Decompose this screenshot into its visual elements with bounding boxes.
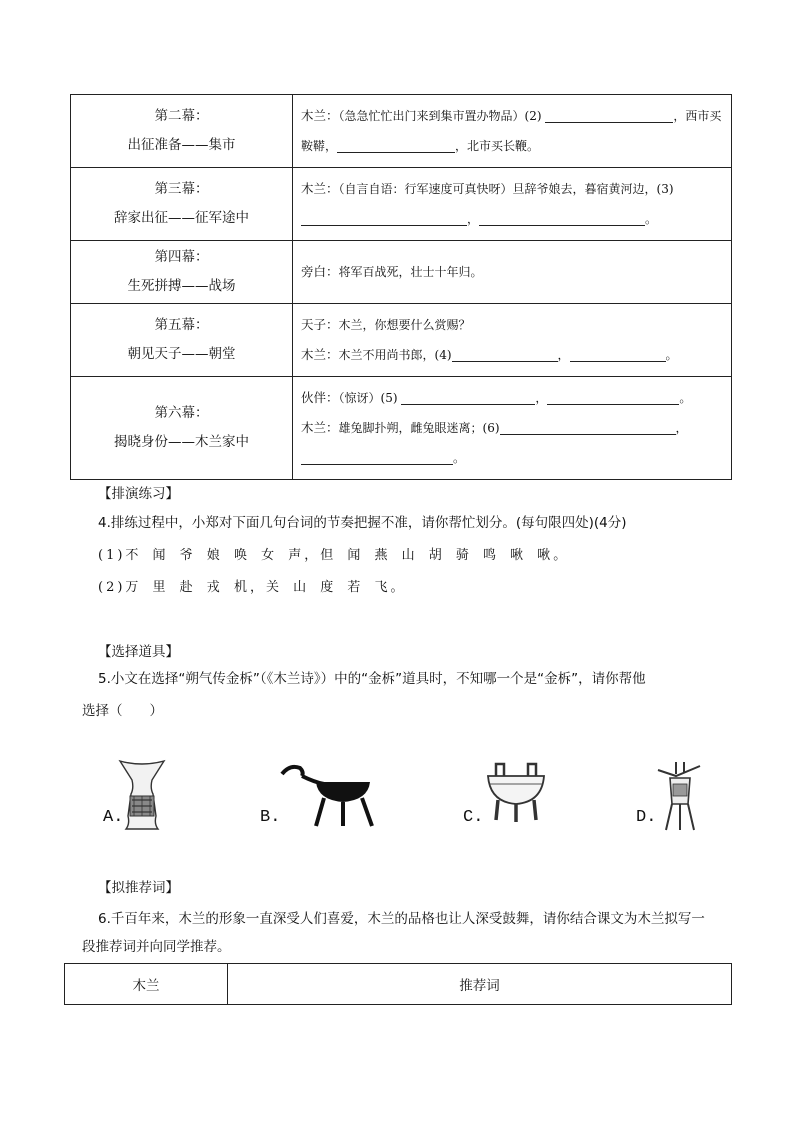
act-label: 第五幕： [154,317,209,333]
act-title: 辞家出征——征军途中 [114,210,249,226]
answer-blank[interactable] [337,138,455,153]
speaker-label: 伙伴： [301,390,339,405]
scene-cell [71,95,293,168]
act-title: 朝见天子——朝堂 [127,346,236,362]
answer-blank[interactable] [452,347,558,362]
script-text: ， [557,348,570,362]
question-4: 4.排练过程中，小郑对下面几句台词的节奏把握不准，请你帮忙划分。(每句限四处)(4分) [98,515,627,531]
answer-blank[interactable] [545,108,673,123]
script-text: （自言自语：行军速度可真快呀）旦辞爷娘去，暮宿黄河边，(3) [338,182,674,196]
scene-table [70,94,732,480]
ding-cauldron-icon[interactable] [484,762,548,826]
scene-cell [71,168,293,241]
section-heading-recommend: 【拟推荐词】 [98,880,179,896]
script-text: 木兰，你想要什么赏赐？ [338,318,471,332]
answer-blank[interactable] [301,211,467,226]
script-text: ， [535,391,548,405]
question-6-line1: 6.千百年来，木兰的形象一直深受人们喜爱，木兰的品格也让人深受鼓舞，请你结合课文为木兰拟写一 [98,911,705,927]
script-text: 。 [679,391,692,405]
answer-blank[interactable] [570,347,666,362]
script-text: 雄兔脚扑朔，雌兔眼迷离；(6) [338,421,500,435]
question-5-line2: 选择（ ） [82,703,163,719]
option-a-label[interactable]: A. [103,808,124,827]
speaker-label: 天子： [301,317,339,332]
script-text: ， [675,421,688,435]
recommendation-table [64,963,732,1005]
poem-line-2: (2)万 里 赴 戎 机，关 山 度 若 飞。 [98,580,407,595]
answer-blank[interactable] [547,390,679,405]
rec-col-text[interactable]: 推荐词 [228,964,732,1005]
table-row [71,241,732,304]
speaker-label: 木兰： [301,108,339,123]
question-5-line1: 5.小文在选择“朔气传金柝”（《木兰诗》）中的“金柝”道具时，不知哪一个是“金柝”，请你帮他 [98,671,646,687]
option-d-label[interactable]: D. [636,808,657,827]
answer-blank[interactable] [500,420,676,435]
act-title: 出征准备——集市 [127,137,236,153]
speaker-label: 木兰： [301,181,339,196]
script-cell [293,304,732,377]
scene-cell [71,241,293,304]
option-b-label[interactable]: B. [260,808,281,827]
script-text: ， [467,212,480,226]
rec-col-name: 木兰 [65,964,228,1005]
option-c-label[interactable]: C. [463,808,484,827]
table-row [71,168,732,241]
table-row [71,377,732,480]
script-text: 。 [665,348,678,362]
script-cell [293,95,732,168]
question-6-line2: 段推荐词并向同学推荐。 [82,939,231,955]
act-label: 第二幕： [154,108,209,124]
jue-vessel-icon[interactable] [656,760,702,832]
script-text: ，北市买长鞭。 [455,139,540,153]
answer-blank[interactable] [401,390,535,405]
table-row [71,95,732,168]
script-text: 。 [453,451,466,465]
scene-cell [71,304,293,377]
script-text: （惊讶）(5) [338,391,402,405]
act-label: 第六幕： [154,405,209,421]
speaker-label: 旁白： [301,264,339,279]
scene-cell [71,377,293,480]
script-cell [293,377,732,480]
table-row [65,964,732,1005]
speaker-label: 木兰： [301,347,339,362]
speaker-label: 木兰： [301,420,339,435]
script-text: 木兰不用尚书郎，(4) [338,348,452,362]
section-heading-practice: 【排演练习】 [98,486,179,502]
script-cell [293,168,732,241]
answer-blank[interactable] [479,211,645,226]
script-cell [293,241,732,304]
act-label: 第三幕： [154,181,209,197]
bronze-pot-icon[interactable] [280,760,376,830]
script-text: （急急忙忙出门来到集市置办物品）(2) [338,109,546,123]
act-title: 揭晓身份——木兰家中 [114,434,249,450]
section-heading-props: 【选择道具】 [98,644,179,660]
act-title: 生死拼搏——战场 [127,278,236,294]
answer-blank[interactable] [301,450,453,465]
act-label: 第四幕： [154,249,209,265]
script-text: 。 [645,212,658,226]
script-text: ，西市买鞍鞯， [301,109,722,153]
poem-line-1: (1)不 闻 爷 娘 唤 女 声，但 闻 燕 山 胡 骑 鸣 啾 啾。 [98,548,570,563]
script-text: 将军百战死，壮士十年归。 [338,265,483,279]
table-row [71,304,732,377]
